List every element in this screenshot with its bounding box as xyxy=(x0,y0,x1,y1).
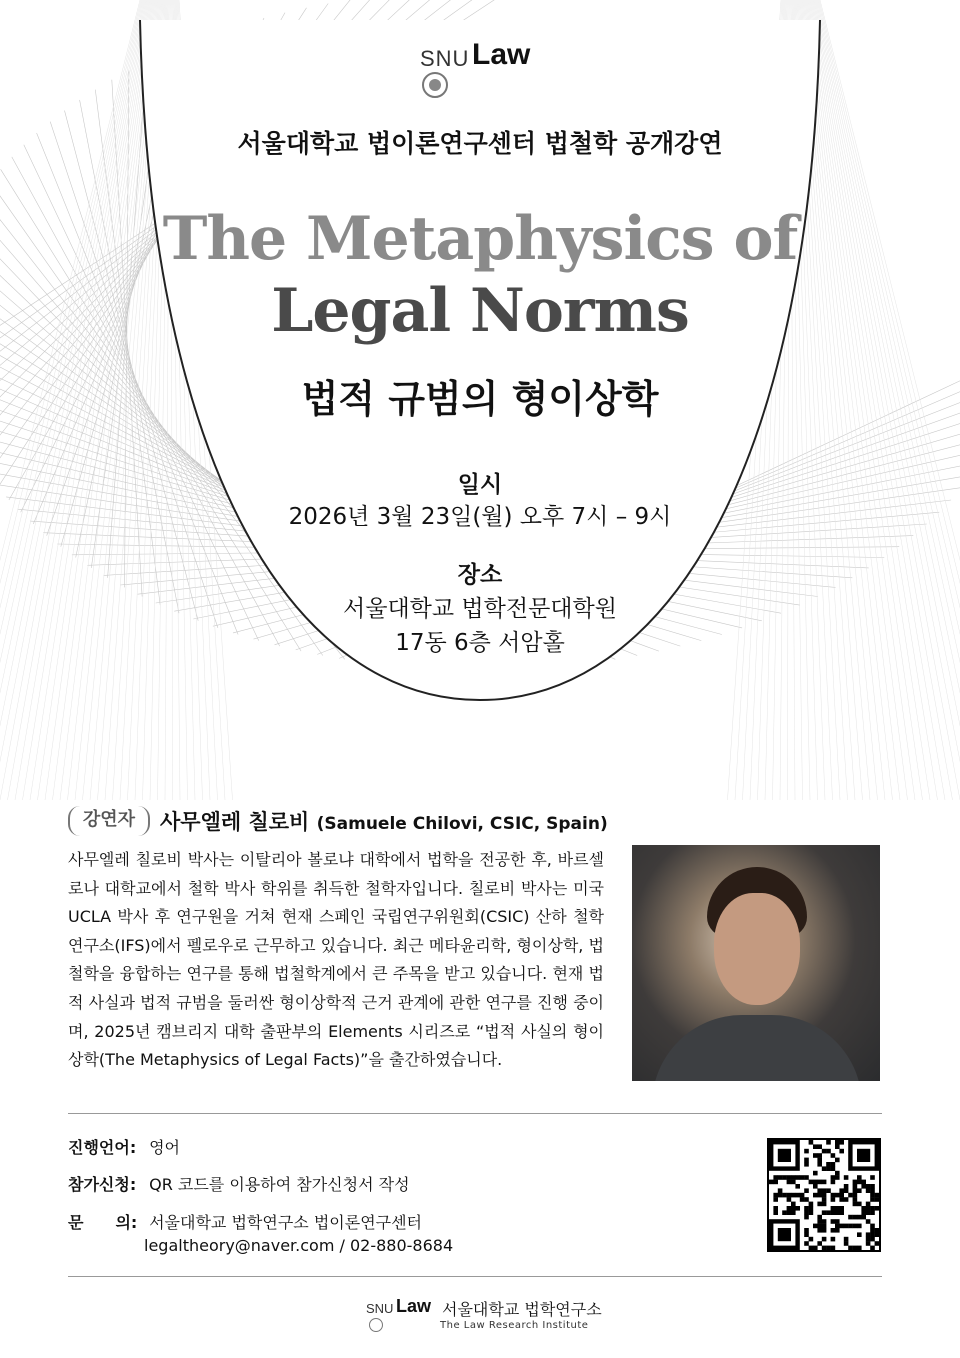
contact-value-1: 서울대학교 법학연구소 법이론연구센터 xyxy=(149,1213,423,1232)
snu-seal-icon xyxy=(422,72,448,98)
speaker-name-en: (Samuele Chilovi, CSIC, Spain) xyxy=(316,814,608,834)
place-label: 장소 xyxy=(457,562,503,588)
date-value: 2026년 3월 23일(월) 오후 7시 – 9시 xyxy=(288,504,672,530)
place-line-1: 서울대학교 법학전문대학원 xyxy=(343,596,617,622)
speaker-bio: 사무엘레 칠로비 박사는 이탈리아 볼로냐 대학에서 법학을 전공한 후, 바르셀로나 대학교에서 철학 박사 학위를 취득한 철학자입니다. 칠로비 박사는 미국 UCLA 박사 후 연구원을 거쳐 현재 스페인 국립연구위원회(CSIC) 산하 철학연구소(IFS)에서 펠로우로 근무하고 있습니다. 최근 메타윤리학, 형이상학, 법철학을 융합하는 연구를 통해 법철학계에서 큰 주목을 받고 있습니다. 현재 법적 사실과 법적 규범을 둘러싼 형이상학적 근거 관계에 관한 연구를 진행 중이며, 2025년 캠브리지 대학 출판부의 Elements 시리즈로 “법적 사실의 형이상학(The Metaphysics of Legal Facts)”을 출간하였습니다. xyxy=(68,850,604,1070)
logo-snu-text: SNU xyxy=(420,46,470,71)
footer-institute-en: The Law Research Institute xyxy=(440,1320,589,1331)
footer-law-text: Law xyxy=(396,1296,432,1316)
title-line-2: Legal Norms xyxy=(271,276,689,346)
speaker-heading xyxy=(68,806,628,838)
apply-label: 참가신청: xyxy=(68,1175,137,1194)
speaker-tag: 강연자 xyxy=(68,806,150,836)
snu-law-logo xyxy=(420,38,560,108)
speaker-photo xyxy=(632,845,880,1081)
language-value: 영어 xyxy=(149,1138,181,1157)
apply-row xyxy=(68,1172,410,1195)
qr-code[interactable] xyxy=(767,1138,881,1252)
footer-seal-icon xyxy=(369,1318,383,1332)
lecture-series-header: 서울대학교 법이론연구센터 법철학 공개강연 xyxy=(237,129,723,158)
footer-logo xyxy=(366,1296,626,1338)
apply-value: QR 코드를 이용하여 참가신청서 작성 xyxy=(149,1175,410,1194)
language-label: 진행언어: xyxy=(68,1138,137,1157)
contact-row xyxy=(68,1210,422,1233)
contact-label: 문 의: xyxy=(68,1213,138,1232)
divider-bottom xyxy=(68,1276,882,1277)
place-line-2: 17동 6층 서암홀 xyxy=(395,630,565,656)
logo-law-text: Law xyxy=(472,38,531,71)
footer-snu-text: SNU xyxy=(366,1301,394,1316)
language-row xyxy=(68,1135,180,1158)
divider-top xyxy=(68,1113,882,1114)
footer-institute-ko: 서울대학교 법학연구소 xyxy=(442,1300,602,1319)
date-label: 일시 xyxy=(457,472,503,498)
korean-title: 법적 규범의 형이상학 xyxy=(301,377,659,421)
speaker-name xyxy=(160,806,608,836)
contact-value-2[interactable]: legaltheory@naver.com / 02-880-8684 xyxy=(144,1236,454,1255)
title-line-1: The Metaphysics of xyxy=(162,204,798,274)
speaker-name-ko: 사무엘레 칠로비 xyxy=(160,810,310,834)
